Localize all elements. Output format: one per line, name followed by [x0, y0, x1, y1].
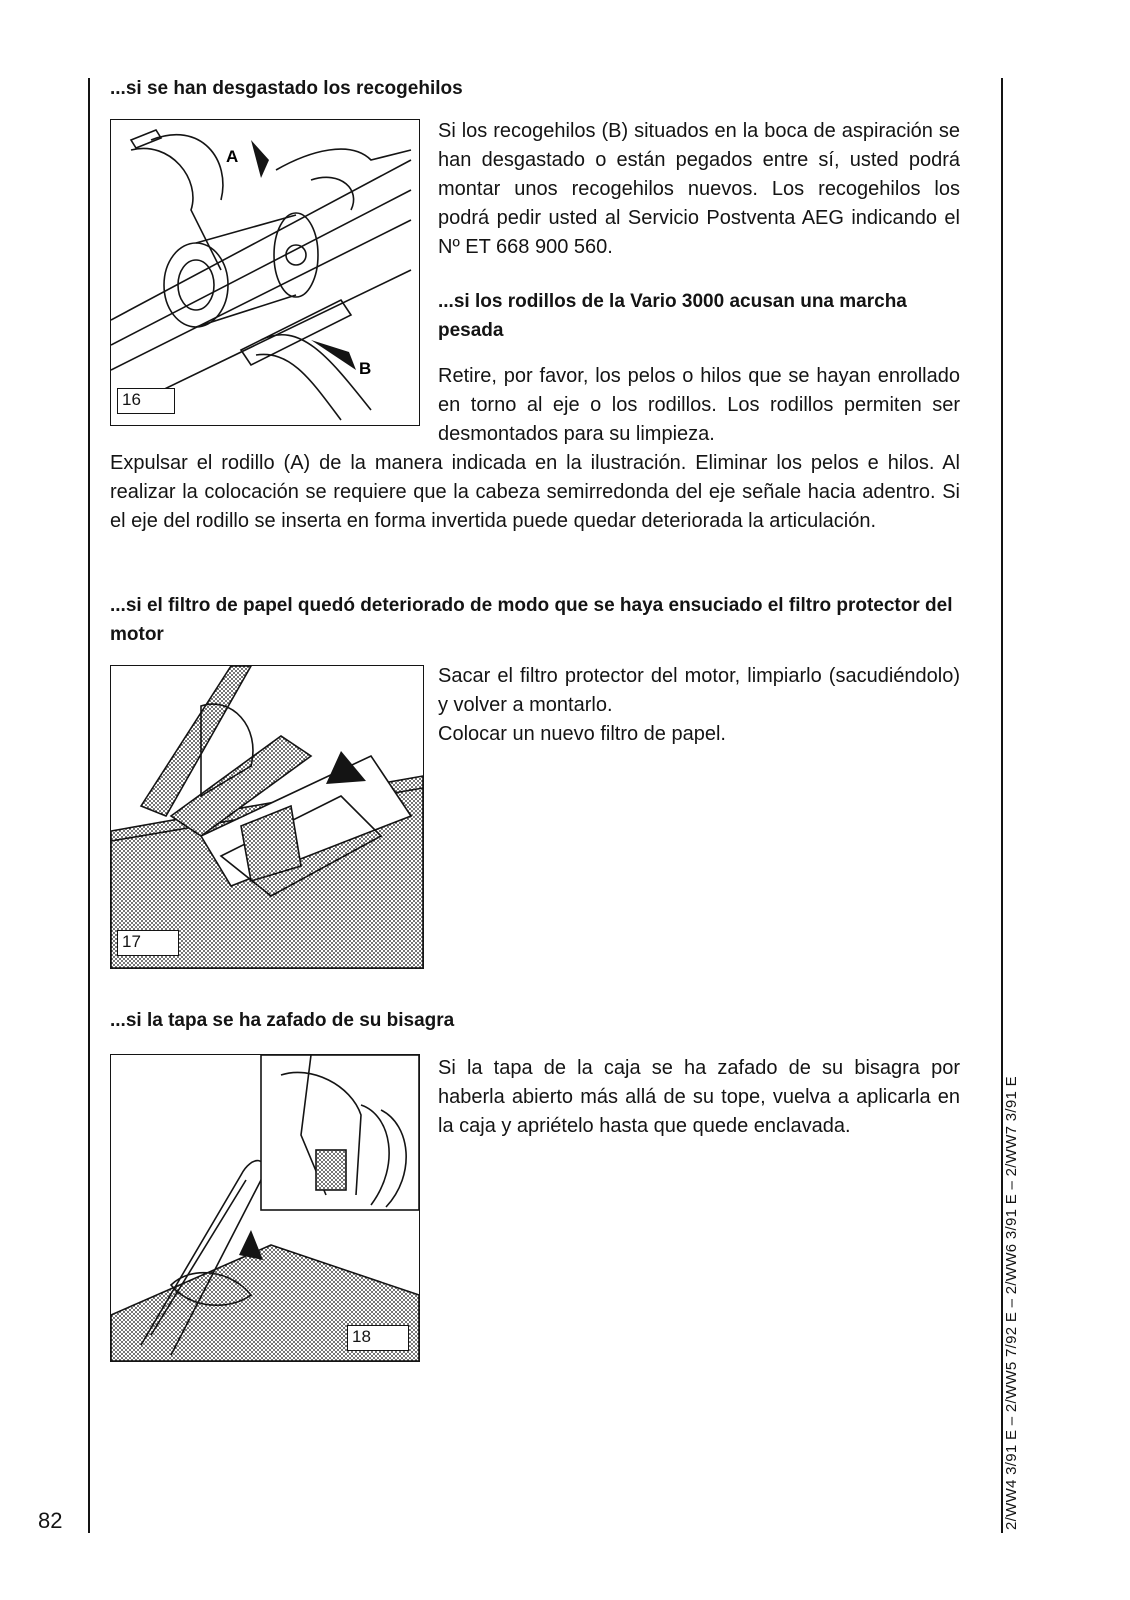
filter-illustration [111, 666, 423, 968]
section-text-rodillos-continued: Expulsar el rodillo (A) de la manera indicada en la ilustración. Eliminar los pelos e hilos. Al realizar la colocación se requiere que la cabeza semirredonda del eje señale hacia adentro. Si el eje del rodillo se inserta en forma invertida puede quedar deteriorada la articulación. [110, 452, 960, 532]
section-heading-tapa: ...si la tapa se ha zafado de su bisagra [110, 1010, 455, 1031]
figure-label-a: A [226, 147, 239, 166]
figure-18 [110, 1054, 420, 1362]
section-text-filtro-2: Colocar un nuevo filtro de papel. [438, 723, 726, 745]
left-margin-rule [88, 78, 90, 1533]
document-code: 2/WW4 3/91 E – 2/WW5 7/92 E – 2/WW6 3/91 E – 2/WW7 3/91 E [1003, 1076, 1020, 1530]
lid-hinge-illustration [111, 1055, 419, 1361]
figure-number: 18 [347, 1325, 409, 1351]
section-heading-recogehilos: ...si se han desgastado los recogehilos [110, 78, 463, 99]
arrow-icon [239, 1230, 263, 1260]
section-text-rodillos: Retire, por favor, los pelos o hilos que se hayan enrollado en torno al eje o los rodillos. Los rodillos permiten ser desmontados para su limpieza. [438, 365, 960, 445]
figure-16 [110, 119, 420, 426]
section-text-recogehilos: Si los recogehilos (B) situados en la boca de aspiración se han desgastado o están pegados entre sí, usted podrá montar unos recogehilos nuevos. Los recogehilos los podrá pedir usted al Servicio Postventa AEG indicando el Nº ET 668 900 560. [438, 120, 960, 258]
figure-number: 16 [117, 388, 175, 414]
section-heading-filtro: ...si el filtro de papel quedó deteriorado de modo que se haya ensuciado el filtro protector del motor [110, 595, 953, 645]
figure-label-b: B [359, 359, 372, 378]
section-heading-rodillos: ...si los rodillos de la Vario 3000 acusan una marcha pesada [438, 291, 907, 341]
page-number: 82 [38, 1508, 63, 1533]
figure-number: 17 [117, 930, 179, 956]
figure-17 [110, 665, 424, 969]
section-text-tapa: Si la tapa de la caja se ha zafado de su bisagra por haberla abierto más allá de su tope, vuelva a aplicarla en la caja y apriételo hasta que quede enclavada. [438, 1057, 960, 1137]
section-text-filtro: Sacar el filtro protector del motor, limpiarlo (sacudiéndolo) y volver a montarlo. [438, 665, 960, 716]
arrow-a-icon [251, 140, 269, 178]
nozzle-illustration [111, 120, 419, 425]
